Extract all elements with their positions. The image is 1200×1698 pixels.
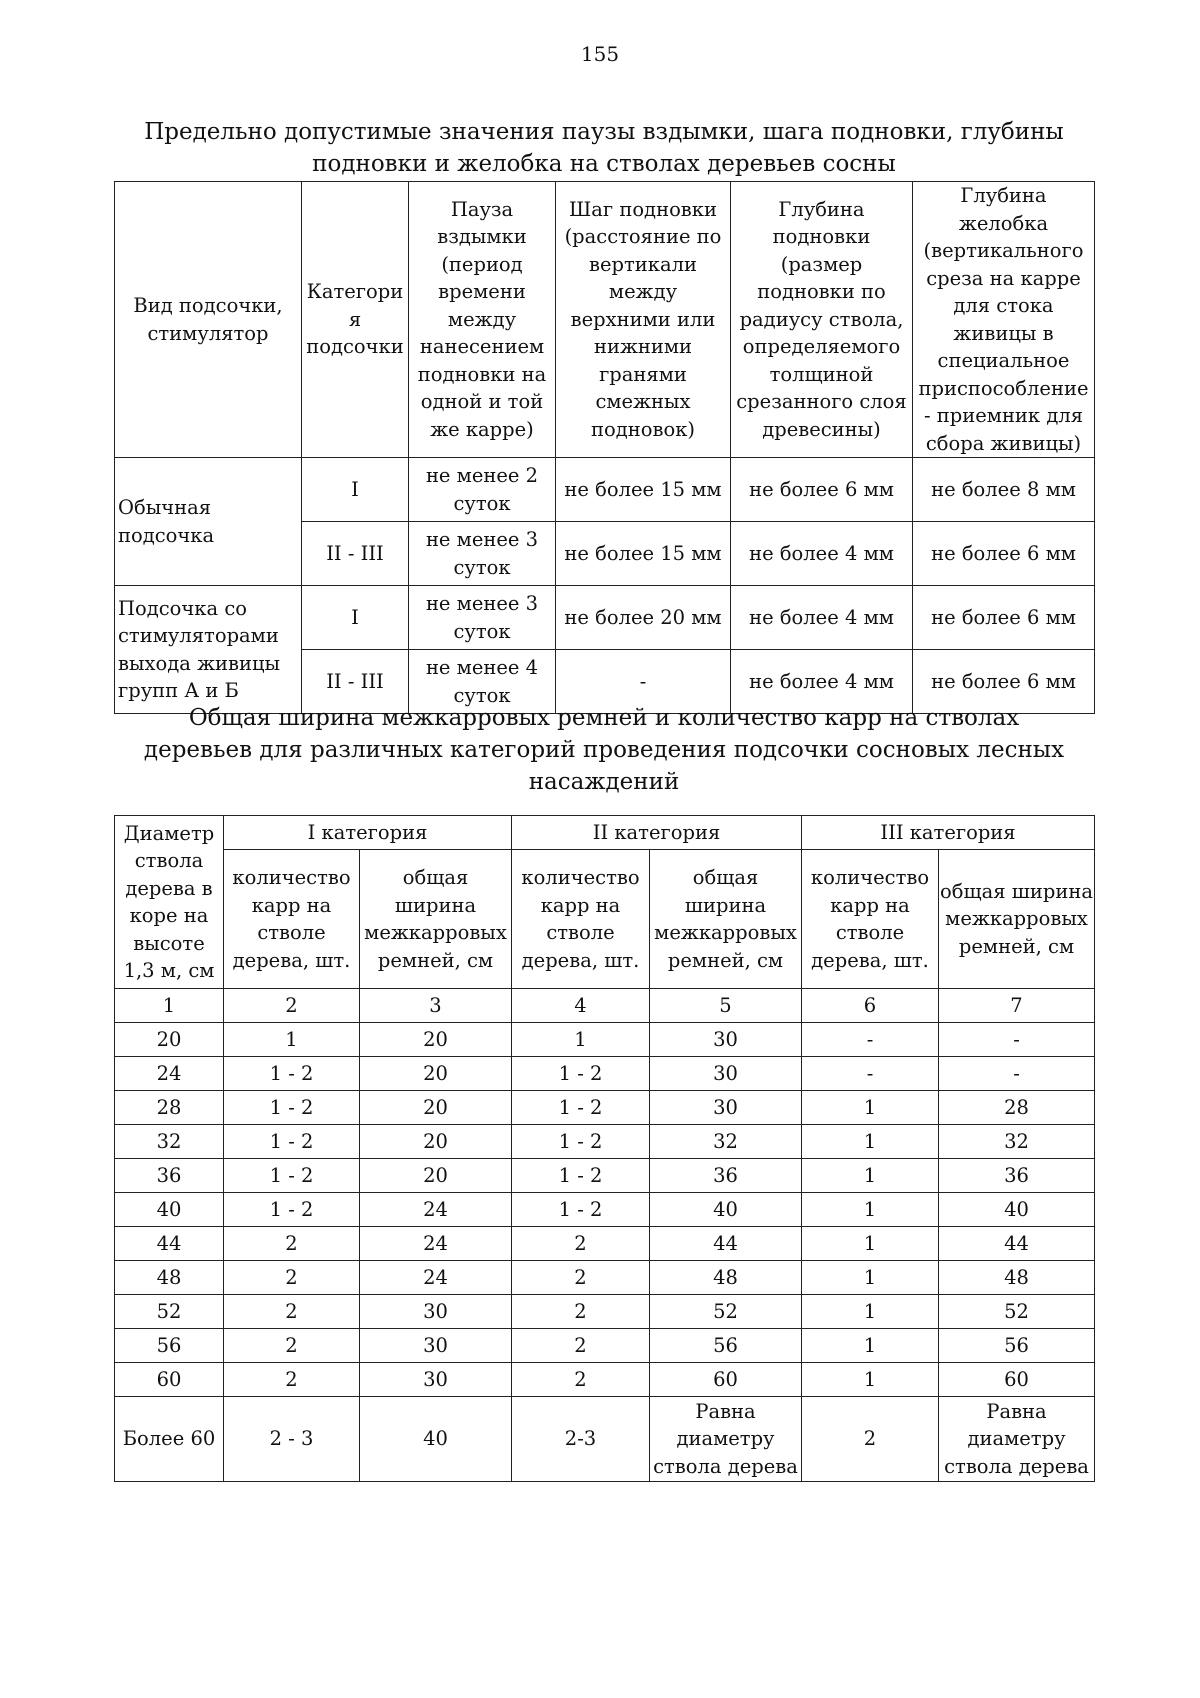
table-row bbox=[115, 1329, 1095, 1363]
value-cell: 1 bbox=[802, 1091, 939, 1125]
value-cell: 1 bbox=[802, 1295, 939, 1329]
value-cell: 2 bbox=[224, 1227, 360, 1261]
table2-title bbox=[114, 702, 1094, 798]
step-cell: не более 15 мм bbox=[556, 522, 731, 586]
header-count: количество карр на стволе дерева, шт. bbox=[512, 850, 650, 989]
column-number: 4 bbox=[512, 989, 650, 1023]
value-cell: 52 bbox=[650, 1295, 802, 1329]
value-cell: 1 bbox=[802, 1125, 939, 1159]
header-pause: Пауза вздымки (период времени между нанесением подновки на одной и той же карре) bbox=[409, 182, 556, 458]
table-row bbox=[115, 1091, 1095, 1125]
value-cell: 2 bbox=[512, 1363, 650, 1397]
pause-cell: не менее 3 суток bbox=[409, 522, 556, 586]
value-cell: - bbox=[939, 1023, 1095, 1057]
table-row bbox=[115, 1023, 1095, 1057]
value-cell: 60 bbox=[650, 1363, 802, 1397]
column-number-row bbox=[115, 989, 1095, 1023]
value-cell: 48 bbox=[939, 1261, 1095, 1295]
value-cell: 1 bbox=[802, 1363, 939, 1397]
value-cell: 56 bbox=[939, 1329, 1095, 1363]
table-row bbox=[115, 1193, 1095, 1227]
table2-title-line: деревьев для различных категорий проведения подсочки сосновых лесных bbox=[143, 737, 1065, 763]
depth-cell: не более 6 мм bbox=[731, 458, 913, 522]
depth-cell: не более 4 мм bbox=[731, 522, 913, 586]
value-cell: 20 bbox=[360, 1023, 512, 1057]
value-cell: 20 bbox=[360, 1091, 512, 1125]
table-row bbox=[115, 1125, 1095, 1159]
header-diameter: Диаметр ствола дерева в коре на высоте 1,3 м, см bbox=[115, 816, 224, 989]
depth-cell: не более 4 мм bbox=[731, 650, 913, 714]
value-cell: 2 bbox=[224, 1295, 360, 1329]
value-cell: 30 bbox=[650, 1023, 802, 1057]
header-width: общая ширина межкарровых ремней, см bbox=[650, 850, 802, 989]
value-cell: 2 bbox=[512, 1227, 650, 1261]
value-cell: 30 bbox=[360, 1329, 512, 1363]
value-cell: - bbox=[802, 1057, 939, 1091]
header-category-1: I категория bbox=[224, 816, 512, 850]
tapping-type-cell: Обычная подсочка bbox=[115, 458, 302, 586]
header-count: количество карр на стволе дерева, шт. bbox=[224, 850, 360, 989]
value-cell: 1 - 2 bbox=[224, 1057, 360, 1091]
value-cell: 32 bbox=[650, 1125, 802, 1159]
table-row bbox=[115, 458, 1095, 522]
column-number: 6 bbox=[802, 989, 939, 1023]
header-category-3: III категория bbox=[802, 816, 1095, 850]
column-number: 7 bbox=[939, 989, 1095, 1023]
value-cell: 20 bbox=[360, 1159, 512, 1193]
diameter-cell: 60 bbox=[115, 1363, 224, 1397]
value-cell: 56 bbox=[650, 1329, 802, 1363]
value-cell: 24 bbox=[360, 1261, 512, 1295]
diameter-cell: 24 bbox=[115, 1057, 224, 1091]
table-row bbox=[115, 1057, 1095, 1091]
value-cell: 40 bbox=[360, 1397, 512, 1482]
value-cell: 1 bbox=[224, 1023, 360, 1057]
pause-cell: не менее 4 суток bbox=[409, 650, 556, 714]
value-cell: 1 - 2 bbox=[224, 1159, 360, 1193]
value-cell: 1 bbox=[802, 1329, 939, 1363]
value-cell: 30 bbox=[360, 1363, 512, 1397]
page-number: 155 bbox=[580, 42, 620, 66]
header-step: Шаг подновки (расстояние по вертикали между верхними или нижними гранями смежных подновок) bbox=[556, 182, 731, 458]
value-cell: 28 bbox=[939, 1091, 1095, 1125]
value-cell: 2 bbox=[512, 1261, 650, 1295]
value-cell: 2 - 3 bbox=[224, 1397, 360, 1482]
step-cell: - bbox=[556, 650, 731, 714]
table2-title-line: Общая ширина межкарровых ремней и количество карр на стволах bbox=[188, 705, 1020, 731]
value-cell: 1 - 2 bbox=[224, 1091, 360, 1125]
value-cell: 30 bbox=[650, 1091, 802, 1125]
value-cell: 2 bbox=[224, 1329, 360, 1363]
value-cell: 1 - 2 bbox=[224, 1125, 360, 1159]
category-cell: I bbox=[302, 586, 409, 650]
step-cell: не более 20 мм bbox=[556, 586, 731, 650]
groove-cell: не более 8 мм bbox=[913, 458, 1095, 522]
value-cell: 1 - 2 bbox=[512, 1057, 650, 1091]
value-cell: 2 bbox=[802, 1397, 939, 1482]
diameter-cell: 20 bbox=[115, 1023, 224, 1057]
value-cell: 2 bbox=[512, 1295, 650, 1329]
table-row bbox=[115, 1397, 1095, 1482]
diameter-cell: 32 bbox=[115, 1125, 224, 1159]
value-cell: - bbox=[939, 1057, 1095, 1091]
diameter-cell: 44 bbox=[115, 1227, 224, 1261]
column-number: 5 bbox=[650, 989, 802, 1023]
value-cell: Равна диаметру ствола дерева bbox=[650, 1397, 802, 1482]
category-cell: II - III bbox=[302, 650, 409, 714]
groove-cell: не более 6 мм bbox=[913, 650, 1095, 714]
diameter-cell: 28 bbox=[115, 1091, 224, 1125]
value-cell: 60 bbox=[939, 1363, 1095, 1397]
diameter-cell: 56 bbox=[115, 1329, 224, 1363]
groove-cell: не более 6 мм bbox=[913, 522, 1095, 586]
value-cell: 2-3 bbox=[512, 1397, 650, 1482]
header-category-2: II категория bbox=[512, 816, 802, 850]
header-width: общая ширина межкарровых ремней, см bbox=[360, 850, 512, 989]
table-row bbox=[115, 1295, 1095, 1329]
value-cell: - bbox=[802, 1023, 939, 1057]
diameter-cell: 40 bbox=[115, 1193, 224, 1227]
value-cell: 1 bbox=[802, 1261, 939, 1295]
table2-title-line: насаждений bbox=[528, 769, 680, 795]
table1-title-line: подновки и желобка на стволах деревьев сосны bbox=[312, 151, 896, 177]
value-cell: 24 bbox=[360, 1193, 512, 1227]
tapping-type-cell: Подсочка со стимуляторами выхода живицы групп А и Б bbox=[115, 586, 302, 714]
value-cell: 30 bbox=[650, 1057, 802, 1091]
header-width: общая ширина межкарровых ремней, см bbox=[939, 850, 1095, 989]
column-number: 1 bbox=[115, 989, 224, 1023]
pause-cell: не менее 2 суток bbox=[409, 458, 556, 522]
header-tapping-type: Вид подсочки, стимулятор bbox=[115, 182, 302, 458]
step-cell: не более 15 мм bbox=[556, 458, 731, 522]
tapping-limits-table bbox=[114, 181, 1095, 714]
header-category: Категори я подсочки bbox=[302, 182, 409, 458]
table1-title-line: Предельно допустимые значения паузы вздымки, шага подновки, глубины bbox=[144, 119, 1064, 145]
header-groove: Глубина желобка (вертикального среза на карре для стока живицы в специальное приспособление - приемник для сбора живицы) bbox=[913, 182, 1095, 458]
value-cell: 2 bbox=[224, 1261, 360, 1295]
value-cell: 32 bbox=[939, 1125, 1095, 1159]
value-cell: 40 bbox=[939, 1193, 1095, 1227]
value-cell: 2 bbox=[224, 1363, 360, 1397]
value-cell: 1 bbox=[802, 1227, 939, 1261]
value-cell: Равна диаметру ствола дерева bbox=[939, 1397, 1095, 1482]
category-cell: II - III bbox=[302, 522, 409, 586]
header-count: количество карр на стволе дерева, шт. bbox=[802, 850, 939, 989]
table-row bbox=[115, 1227, 1095, 1261]
diameter-cell: Более 60 bbox=[115, 1397, 224, 1482]
interstrip-width-table bbox=[114, 815, 1095, 1482]
value-cell: 1 - 2 bbox=[512, 1193, 650, 1227]
value-cell: 1 - 2 bbox=[224, 1193, 360, 1227]
diameter-cell: 52 bbox=[115, 1295, 224, 1329]
header-depth: Глубина подновки (размер подновки по радиусу ствола, определяемого толщиной срезанного слоя древесины) bbox=[731, 182, 913, 458]
table-row bbox=[115, 1159, 1095, 1193]
table-body bbox=[115, 1023, 1095, 1482]
value-cell: 1 bbox=[802, 1193, 939, 1227]
value-cell: 20 bbox=[360, 1125, 512, 1159]
value-cell: 52 bbox=[939, 1295, 1095, 1329]
table-row bbox=[115, 1363, 1095, 1397]
table1-title bbox=[114, 116, 1094, 180]
value-cell: 1 bbox=[802, 1159, 939, 1193]
value-cell: 30 bbox=[360, 1295, 512, 1329]
value-cell: 36 bbox=[650, 1159, 802, 1193]
diameter-cell: 36 bbox=[115, 1159, 224, 1193]
value-cell: 24 bbox=[360, 1227, 512, 1261]
value-cell: 2 bbox=[512, 1329, 650, 1363]
table-row bbox=[115, 1261, 1095, 1295]
groove-cell: не более 6 мм bbox=[913, 586, 1095, 650]
value-cell: 44 bbox=[650, 1227, 802, 1261]
depth-cell: не более 4 мм bbox=[731, 586, 913, 650]
value-cell: 20 bbox=[360, 1057, 512, 1091]
value-cell: 40 bbox=[650, 1193, 802, 1227]
pause-cell: не менее 3 суток bbox=[409, 586, 556, 650]
value-cell: 44 bbox=[939, 1227, 1095, 1261]
table-row bbox=[115, 586, 1095, 650]
category-cell: I bbox=[302, 458, 409, 522]
value-cell: 1 - 2 bbox=[512, 1159, 650, 1193]
diameter-cell: 48 bbox=[115, 1261, 224, 1295]
column-number: 3 bbox=[360, 989, 512, 1023]
value-cell: 1 bbox=[512, 1023, 650, 1057]
value-cell: 1 - 2 bbox=[512, 1091, 650, 1125]
value-cell: 48 bbox=[650, 1261, 802, 1295]
value-cell: 36 bbox=[939, 1159, 1095, 1193]
value-cell: 1 - 2 bbox=[512, 1125, 650, 1159]
column-number: 2 bbox=[224, 989, 360, 1023]
